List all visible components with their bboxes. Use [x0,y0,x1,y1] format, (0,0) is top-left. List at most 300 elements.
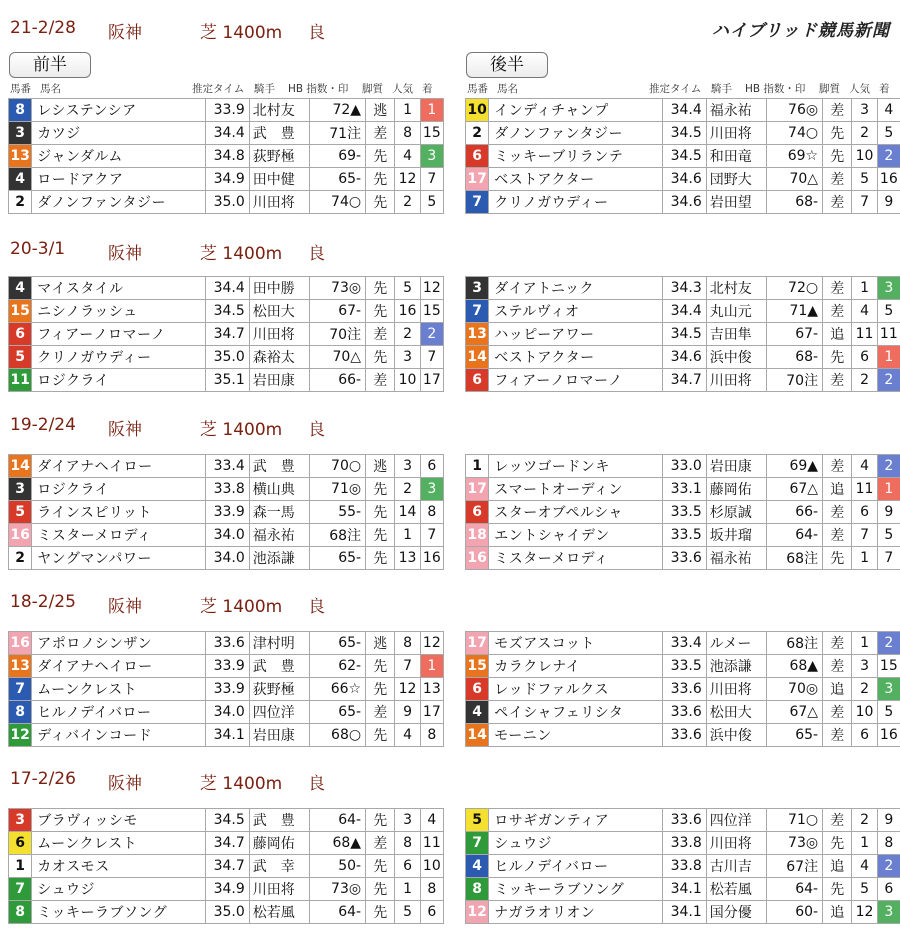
table-row [466,832,900,855]
finish-position: 2 [877,369,900,392]
hb-index: 73◎ [767,832,823,855]
jockey: 団野大 [706,168,767,191]
jockey: 福永祐 [706,547,767,570]
running-style: 先 [366,191,395,214]
running-style: 先 [823,346,852,369]
first-half-table [8,808,444,924]
horse-name: マイスタイル [32,277,206,300]
estimated-time: 34.5 [663,145,707,168]
estimated-time: 34.0 [206,547,250,570]
hb-index: 55- [310,501,366,524]
finish-position: 15 [420,300,443,323]
running-style: 先 [823,145,852,168]
second-half-table [465,276,900,392]
popularity: 3 [852,655,877,678]
popularity: 1 [852,632,877,655]
table-row [466,855,900,878]
finish-position: 17 [420,701,443,724]
popularity: 1 [395,878,420,901]
estimated-time: 33.6 [206,632,250,655]
table-row [9,724,444,747]
horse-number: 5 [9,501,32,524]
horse-number: 8 [466,878,489,901]
horse-name: ニシノラッシュ [32,300,206,323]
horse-name: ナガラオリオン [489,901,663,924]
race-course: 芝 1400m [200,774,283,794]
finish-position: 2 [877,145,900,168]
horse-number: 12 [9,724,32,747]
table-row [466,168,900,191]
finish-position: 8 [420,501,443,524]
table-row [466,501,900,524]
jockey: 浜中俊 [706,346,767,369]
horse-name: ミスターメロディ [489,547,663,570]
estimated-time: 34.9 [206,168,250,191]
jockey: 岩田望 [706,191,767,214]
popularity: 7 [852,191,877,214]
finish-position: 12 [420,277,443,300]
table-row [9,878,444,901]
running-style: 先 [366,547,395,570]
estimated-time: 34.4 [663,99,707,122]
table-row [9,122,444,145]
col-jockey: 騎手 [254,83,275,95]
first-half-table [8,98,444,214]
second-half-table [465,631,900,747]
horse-name: ロードアクア [32,168,206,191]
horse-number: 7 [9,678,32,701]
race-date: 18-2/25 [10,592,76,612]
horse-name: カオスモス [32,855,206,878]
race-venue: 阪神 [108,597,142,617]
table-row [9,300,444,323]
column-header-second [465,81,900,95]
table-row [9,809,444,832]
estimated-time: 33.5 [663,655,707,678]
popularity: 4 [395,145,420,168]
horse-number: 8 [9,901,32,924]
finish-position: 7 [420,168,443,191]
horse-name: ロサギガンティア [489,809,663,832]
race-date: 20-3/1 [10,239,66,259]
hb-index: 69☆ [767,145,823,168]
popularity: 4 [395,724,420,747]
horse-number: 8 [9,701,32,724]
table-row [466,655,900,678]
jockey: 北村友 [706,277,767,300]
hb-index: 71注 [310,122,366,145]
estimated-time: 33.8 [663,855,707,878]
finish-position: 1 [420,655,443,678]
jockey: 吉田隼 [706,323,767,346]
finish-position: 5 [420,191,443,214]
running-style: 先 [366,901,395,924]
horse-name: ダイアナヘイロー [32,655,206,678]
horse-number: 16 [9,524,32,547]
running-style: 先 [366,655,395,678]
running-style: 先 [366,524,395,547]
jockey: 武 豊 [249,122,310,145]
finish-position: 6 [877,878,900,901]
table-row [466,455,900,478]
popularity: 3 [395,346,420,369]
finish-position: 15 [877,655,900,678]
popularity: 11 [852,478,877,501]
table-row [466,524,900,547]
jockey: 坂井瑠 [706,524,767,547]
finish-position: 9 [877,809,900,832]
race-title [10,592,410,616]
jockey: 川田将 [706,832,767,855]
jockey: 福永祐 [249,524,310,547]
horse-number: 18 [466,524,489,547]
running-style: 差 [366,701,395,724]
race-cond: 良 [308,774,325,794]
horse-number: 14 [466,346,489,369]
running-style: 差 [823,655,852,678]
jockey: 浜中俊 [706,724,767,747]
horse-name: ジャンダルム [32,145,206,168]
jockey: 田中健 [249,168,310,191]
finish-position: 16 [877,724,900,747]
finish-position: 5 [877,701,900,724]
table-row [9,277,444,300]
jockey: 杉原誠 [706,501,767,524]
popularity: 6 [852,346,877,369]
race-venue: 阪神 [108,23,142,43]
finish-position: 7 [877,547,900,570]
estimated-time: 34.6 [663,191,707,214]
horse-number: 2 [9,191,32,214]
popularity: 5 [852,168,877,191]
popularity: 12 [395,678,420,701]
jockey: 川田将 [706,122,767,145]
estimated-time: 34.5 [663,323,707,346]
horse-number: 13 [9,145,32,168]
finish-position: 2 [877,455,900,478]
running-style: 先 [366,145,395,168]
horse-number: 15 [466,655,489,678]
estimated-time: 35.0 [206,346,250,369]
horse-number: 6 [466,369,489,392]
running-style: 差 [823,369,852,392]
col-pop: 人気 [392,83,413,95]
horse-number: 6 [466,678,489,701]
estimated-time: 35.1 [206,369,250,392]
jockey: 武 豊 [249,809,310,832]
second-half-table [465,98,900,214]
jockey: 武 豊 [249,455,310,478]
hb-index: 65- [767,724,823,747]
table-row [9,478,444,501]
estimated-time: 33.6 [663,678,707,701]
estimated-time: 34.8 [206,145,250,168]
jockey: 荻野極 [249,145,310,168]
col-time: 推定タイム [192,83,245,95]
table-row [9,901,444,924]
estimated-time: 33.4 [206,455,250,478]
horse-number: 8 [9,99,32,122]
horse-number: 5 [9,346,32,369]
running-style: 差 [823,701,852,724]
running-style: 先 [366,678,395,701]
running-style: 差 [823,99,852,122]
running-style: 差 [823,632,852,655]
col-jockey: 騎手 [711,83,732,95]
hb-index: 50- [310,855,366,878]
finish-position: 6 [420,901,443,924]
popularity: 2 [852,369,877,392]
col-style: 脚質 [819,83,840,95]
jockey: 川田将 [249,323,310,346]
horse-number: 17 [466,632,489,655]
hb-index: 67△ [767,701,823,724]
finish-position: 7 [420,346,443,369]
estimated-time: 34.1 [663,878,707,901]
finish-position: 3 [420,478,443,501]
estimated-time: 34.7 [206,323,250,346]
popularity: 5 [395,277,420,300]
finish-position: 8 [420,878,443,901]
horse-name: フィアーノロマーノ [489,369,663,392]
hb-index: 67注 [767,855,823,878]
popularity: 4 [852,855,877,878]
finish-position: 2 [877,855,900,878]
running-style: 追 [823,678,852,701]
running-style: 先 [366,168,395,191]
finish-position: 5 [877,524,900,547]
horse-name: ミッキーラブソング [489,878,663,901]
col-pop: 人気 [849,83,870,95]
running-style: 差 [823,809,852,832]
hb-index: 70注 [767,369,823,392]
horse-name: ヤングマンパワー [32,547,206,570]
table-row [466,122,900,145]
horse-number: 1 [9,855,32,878]
table-row [9,632,444,655]
popularity: 9 [395,701,420,724]
horse-number: 3 [466,277,489,300]
col-umaban: 馬番 [10,83,31,95]
jockey: 森一馬 [249,501,310,524]
popularity: 3 [395,455,420,478]
jockey: 横山典 [249,478,310,501]
running-style: 先 [366,878,395,901]
estimated-time: 35.0 [206,191,250,214]
table-row [466,701,900,724]
estimated-time: 33.9 [206,655,250,678]
jockey: 国分優 [706,901,767,924]
col-hb: HB 指数・印 [288,83,349,95]
horse-name: ダノンファンタジー [489,122,663,145]
jockey: 和田竜 [706,145,767,168]
second-half-label: 後半 [466,52,548,78]
horse-name: インディチャンプ [489,99,663,122]
estimated-time: 34.0 [206,701,250,724]
hb-index: 74○ [767,122,823,145]
horse-name: ダイアトニック [489,277,663,300]
jockey: 四位洋 [706,809,767,832]
hb-index: 70◎ [767,678,823,701]
running-style: 先 [823,122,852,145]
horse-name: フィアーノロマーノ [32,323,206,346]
horse-number: 14 [466,724,489,747]
popularity: 3 [395,809,420,832]
finish-position: 5 [877,122,900,145]
horse-number: 6 [9,323,32,346]
finish-position: 2 [420,323,443,346]
table-row [466,901,900,924]
popularity: 5 [852,878,877,901]
jockey: 松田大 [249,300,310,323]
finish-position: 1 [877,346,900,369]
running-style: 差 [366,369,395,392]
running-style: 追 [823,478,852,501]
estimated-time: 33.5 [663,501,707,524]
finish-position: 6 [420,455,443,478]
race-date: 17-2/26 [10,769,76,789]
table-row [466,300,900,323]
horse-name: ムーンクレスト [32,678,206,701]
estimated-time: 33.1 [663,478,707,501]
horse-number: 13 [9,655,32,678]
running-style: 追 [823,323,852,346]
horse-number: 6 [9,832,32,855]
estimated-time: 33.9 [206,99,250,122]
horse-name: スターオブペルシャ [489,501,663,524]
popularity: 2 [395,191,420,214]
jockey: 岩田康 [249,369,310,392]
estimated-time: 34.1 [206,724,250,747]
hb-index: 65- [310,547,366,570]
race-title [10,239,410,263]
hb-index: 69▲ [767,455,823,478]
table-row [9,455,444,478]
hb-index: 74○ [310,191,366,214]
hb-index: 64- [767,878,823,901]
table-row [9,701,444,724]
horse-name: クリノガウディー [32,346,206,369]
jockey: 荻野極 [249,678,310,701]
estimated-time: 34.4 [663,300,707,323]
horse-name: クリノガウディー [489,191,663,214]
running-style: 先 [366,478,395,501]
running-style: 先 [366,346,395,369]
hb-index: 69- [310,145,366,168]
finish-position: 16 [420,547,443,570]
estimated-time: 34.6 [663,168,707,191]
finish-position: 1 [420,99,443,122]
horse-name: レッツゴードンキ [489,455,663,478]
estimated-time: 35.0 [206,901,250,924]
jockey: 武 幸 [249,855,310,878]
jockey: 川田将 [249,191,310,214]
hb-index: 71▲ [767,300,823,323]
horse-number: 7 [466,832,489,855]
race-course: 芝 1400m [200,23,283,43]
running-style: 先 [366,724,395,747]
hb-index: 67- [767,323,823,346]
horse-number: 3 [9,809,32,832]
running-style: 差 [366,832,395,855]
horse-name: ハッピーアワー [489,323,663,346]
hb-index: 67△ [767,478,823,501]
table-row [466,277,900,300]
horse-number: 6 [466,145,489,168]
jockey: 川田将 [706,678,767,701]
horse-name: ベストアクター [489,346,663,369]
estimated-time: 34.4 [206,277,250,300]
running-style: 差 [823,277,852,300]
popularity: 2 [395,323,420,346]
running-style: 逃 [366,99,395,122]
table-row [466,145,900,168]
running-style: 先 [823,832,852,855]
finish-position: 9 [877,191,900,214]
finish-position: 1 [877,478,900,501]
race-venue: 阪神 [108,420,142,440]
table-row [466,547,900,570]
horse-number: 7 [466,191,489,214]
col-hb: HB 指数・印 [745,83,806,95]
running-style: 差 [823,300,852,323]
table-row [9,524,444,547]
horse-number: 2 [466,122,489,145]
running-style: 差 [366,323,395,346]
finish-position: 16 [877,168,900,191]
popularity: 6 [852,724,877,747]
horse-number: 4 [466,855,489,878]
table-row [9,855,444,878]
table-row [466,99,900,122]
col-umaban: 馬番 [467,83,488,95]
popularity: 8 [395,832,420,855]
horse-number: 2 [9,547,32,570]
estimated-time: 34.7 [206,855,250,878]
hb-index: 70△ [767,168,823,191]
hb-index: 70△ [310,346,366,369]
horse-number: 6 [466,501,489,524]
popularity: 10 [852,701,877,724]
jockey: 池添謙 [706,655,767,678]
race-cond: 良 [308,420,325,440]
estimated-time: 34.7 [206,832,250,855]
race-date: 21-2/28 [10,18,76,38]
finish-position: 7 [420,524,443,547]
horse-number: 17 [466,478,489,501]
horse-number: 14 [9,455,32,478]
finish-position: 2 [877,632,900,655]
popularity: 7 [395,655,420,678]
jockey: 岩田康 [249,724,310,747]
finish-position: 9 [877,501,900,524]
race-course: 芝 1400m [200,244,283,264]
running-style: 差 [366,122,395,145]
hb-index: 64- [767,524,823,547]
popularity: 7 [852,524,877,547]
table-row [466,478,900,501]
running-style: 逃 [366,455,395,478]
popularity: 4 [852,300,877,323]
popularity: 5 [395,901,420,924]
col-style: 脚質 [362,83,383,95]
hb-index: 65- [310,168,366,191]
running-style: 先 [366,277,395,300]
popularity: 8 [395,632,420,655]
popularity: 1 [852,547,877,570]
horse-name: ブラヴィッシモ [32,809,206,832]
jockey: 福永祐 [706,99,767,122]
